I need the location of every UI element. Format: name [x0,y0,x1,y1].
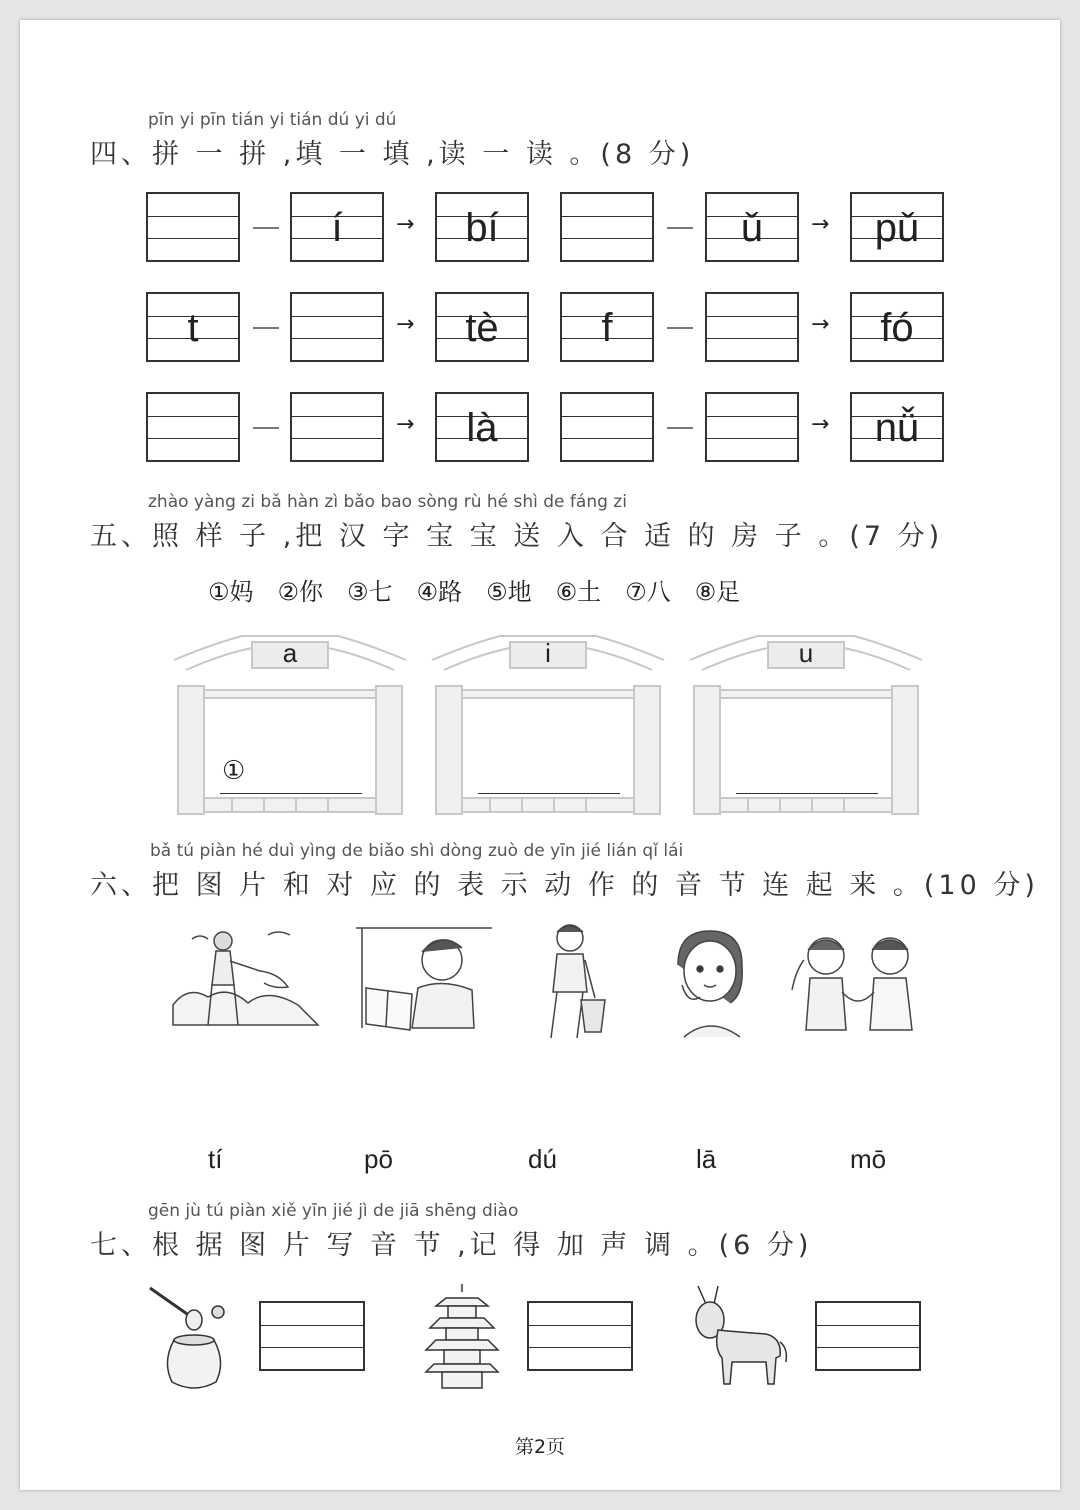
pinyin-box[interactable]: bí [435,192,529,262]
pinyin-box[interactable] [146,392,240,462]
house-letter: i [545,638,551,668]
answer-line[interactable] [478,793,620,794]
pinyin-box[interactable]: pǔ [850,192,944,262]
pinyin-box[interactable]: ǔ [705,192,799,262]
pinyin-box[interactable]: í [290,192,384,262]
section7-pinyin: gēn jù tú piàn xiě yīn jié jì de jiā shēng diào [148,1201,519,1221]
pinyin-box[interactable] [560,392,654,462]
arrow-icon: → [811,212,830,237]
page-number: 第2页 [514,1436,566,1458]
picture-boy-carrying-bucket[interactable] [525,920,615,1049]
character-item[interactable]: ①妈 [208,578,254,606]
arrow-icon: → [396,312,415,337]
section4-title: 四、拼 一 拼 ,填 一 填 ,读 一 读 。(8 分) [90,139,695,170]
house-u[interactable] [688,630,924,820]
section6-title: 六、把 图 片 和 对 应 的 表 示 动 作 的 音 节 连 起 来 。(10 分) [90,870,1039,901]
arrow-icon: → [396,412,415,437]
character-item[interactable]: ⑥土 [555,578,602,606]
house-letter: u [798,638,814,668]
pinyin-box[interactable] [146,192,240,262]
answer-line[interactable] [736,793,878,794]
dash [667,227,693,229]
dash [253,427,279,429]
pinyin-box[interactable]: nǚ [850,392,944,462]
section5-pinyin: zhào yàng zi bǎ hàn zì bǎo bao sòng rù hé shì de fáng zi [148,492,627,512]
answer-line[interactable] [220,793,362,794]
example-number: ① [222,756,246,786]
picture-kids-holding-hands[interactable] [778,930,938,1044]
arrow-icon: → [396,212,415,237]
character-item[interactable]: ④路 [416,578,463,606]
pinyin-box[interactable] [560,192,654,262]
syllable[interactable]: tí [208,1144,223,1174]
house-a[interactable] [172,630,408,820]
house-letter: a [282,638,298,668]
character-item[interactable]: ③七 [347,578,393,606]
honey-jar-icon [146,1282,236,1398]
house-i[interactable] [430,630,666,820]
worksheet-page [20,20,1060,1490]
section6-pinyin: bǎ tú piàn hé duì yìng de biǎo shì dòng zuò de yīn jié lián qǐ lái [150,841,684,861]
donkey-icon [688,1282,792,1396]
arrow-icon: → [811,412,830,437]
answer-box[interactable] [527,1301,633,1371]
syllable[interactable]: mō [850,1144,887,1174]
pinyin-box[interactable] [290,292,384,362]
answer-box[interactable] [259,1301,365,1371]
pagoda-icon [424,1282,500,1396]
section7-title: 七、根 据 图 片 写 音 节 ,记 得 加 声 调 。(6 分) [90,1230,813,1261]
dash [667,327,693,329]
arrow-icon: → [811,312,830,337]
section5-title: 五、照 样 子 ,把 汉 字 宝 宝 送 入 合 适 的 房 子 。(7 分) [90,521,944,552]
dash [253,327,279,329]
pinyin-box[interactable]: tè [435,292,529,362]
character-item[interactable]: ②你 [277,578,324,606]
pinyin-box[interactable] [705,292,799,362]
character-list [208,572,764,607]
syllable[interactable]: lā [696,1144,717,1174]
dash [667,427,693,429]
pinyin-box[interactable] [290,392,384,462]
pinyin-box[interactable]: là [435,392,529,462]
syllable[interactable]: dú [528,1144,557,1174]
character-item[interactable]: ⑤地 [486,578,532,606]
dash [253,227,279,229]
pinyin-box[interactable]: t [146,292,240,362]
section4-pinyin: pīn yi pīn tián yi tián dú yi dú [148,110,397,130]
picture-boy-reading[interactable] [352,918,502,1042]
picture-girl-splashing[interactable] [168,925,328,1039]
pinyin-box[interactable]: f [560,292,654,362]
answer-box[interactable] [815,1301,921,1371]
pinyin-box[interactable] [705,392,799,462]
character-item[interactable]: ⑦八 [625,578,671,606]
pinyin-box[interactable]: fó [850,292,944,362]
syllable[interactable]: pō [364,1144,393,1174]
picture-girl-thinking[interactable] [660,925,760,1044]
character-item[interactable]: ⑧足 [694,578,741,606]
